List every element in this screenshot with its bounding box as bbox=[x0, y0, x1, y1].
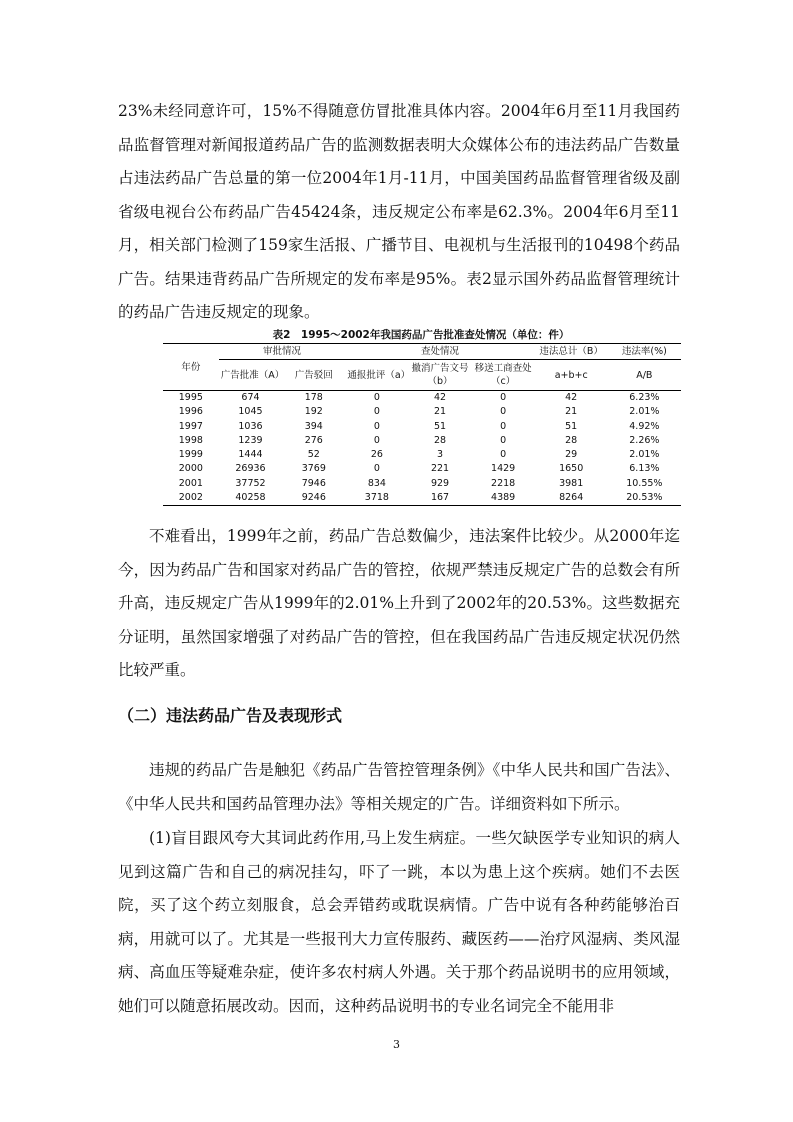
table-cell: 0 bbox=[500, 449, 507, 461]
table-cell: 0 bbox=[373, 406, 380, 418]
table-cell: 7946 bbox=[301, 477, 326, 489]
year-header: 年份 bbox=[163, 344, 219, 391]
table-cell: 1999 bbox=[178, 449, 203, 461]
table-cell: 21 bbox=[433, 406, 447, 418]
table-cell: 52 bbox=[307, 449, 320, 461]
table-cell: 6.23% bbox=[629, 392, 660, 403]
total-group-header: 违法总计（B） bbox=[535, 344, 608, 360]
table-cell: 51 bbox=[565, 420, 578, 432]
table-cell: 6.13% bbox=[629, 463, 660, 475]
table-cell: 20.53% bbox=[608, 491, 681, 506]
punish-group-header: 查处情况 bbox=[345, 344, 534, 360]
table-row bbox=[163, 420, 681, 434]
table-cell: 192 bbox=[304, 406, 323, 418]
table-cell: 0 bbox=[500, 420, 507, 432]
table-row bbox=[163, 434, 681, 448]
table-cell: 3718 bbox=[345, 491, 408, 506]
table-cell: 28 bbox=[565, 434, 578, 446]
table-row bbox=[163, 448, 681, 462]
table-cell: 37752 bbox=[235, 477, 266, 489]
table-cell: 51 bbox=[433, 420, 447, 432]
table-cell: 10.55% bbox=[626, 477, 663, 489]
table-cell: 2002 bbox=[163, 491, 219, 506]
table-cell: 1444 bbox=[238, 449, 263, 461]
table-cell: 42 bbox=[433, 392, 447, 403]
rejected-col-header: 广告驳回 bbox=[282, 360, 345, 391]
approved-col-header: 广告批准（A） bbox=[219, 360, 283, 391]
table-cell: 40258 bbox=[219, 491, 283, 506]
table-cell: 21 bbox=[565, 406, 578, 418]
table-cell: 276 bbox=[304, 434, 323, 446]
table-cell: 178 bbox=[304, 392, 323, 403]
table-cell: 2.01% bbox=[629, 406, 660, 418]
table-cell: 1650 bbox=[559, 463, 584, 475]
table-cell: 394 bbox=[304, 420, 323, 432]
table-cell: 0 bbox=[500, 406, 507, 418]
table-cell: 0 bbox=[373, 392, 380, 403]
approval-table bbox=[163, 343, 681, 506]
table-cell: 1036 bbox=[238, 420, 263, 432]
body-paragraph-4: (1)盲目跟风夸大其词此药作用,马上发生病症。一些欠缺医学专业知识的病人见到这篇广告和自己的病况挂勾，吓了一跳，本以为患上这个疾病。她们不去医院，买了这个药立刻服食，总会弄错药或耽误病情。广告中说有各种药能够治百病，用就可以了。尤其是一些报刊大力宣传服药、藏医药——治疗风湿病、类风湿病、高血压等疑难杂症，使许多农村病人外遇。关于那个药品说明书的应用领域，她们可以随意拓展改动。因而，这种药品说明书的专业名词完全不能用非 bbox=[118, 829, 680, 1015]
body-paragraph-2: 不难看出，1999年之前，药品广告总数偏少，违法案件比较少。从2000年迄今，因为药品广告和国家对药品广告的管控，依规严禁违反规定广告的总数会有所升高，违反规定广告从1999年的2.01%上升到了2002年的20.53%。这些数据充分证明，虽然国家增强了对药品广告的管控，但在我国药品广告违反规定状况仍然比较严重。 bbox=[118, 527, 680, 679]
table-cell: 26 bbox=[370, 449, 383, 461]
table-cell: 0 bbox=[500, 434, 507, 446]
table-row bbox=[163, 477, 681, 491]
table-cell: 28 bbox=[433, 434, 447, 446]
table-cell: 0 bbox=[373, 434, 380, 446]
table-cell: 8264 bbox=[535, 491, 608, 506]
table-row bbox=[163, 391, 681, 406]
table-cell: 2.01% bbox=[629, 449, 660, 461]
table-cell: 834 bbox=[367, 477, 386, 489]
table-cell: 2.26% bbox=[629, 434, 660, 446]
table-cell: 2001 bbox=[178, 477, 203, 489]
table-cell: 3769 bbox=[301, 463, 326, 475]
table-cell: 29 bbox=[565, 449, 578, 461]
table-cell: 1998 bbox=[178, 434, 203, 446]
table-cell: 221 bbox=[430, 463, 450, 475]
table-cell: 3981 bbox=[559, 477, 584, 489]
table-cell: 167 bbox=[408, 491, 471, 506]
table-cell: 2218 bbox=[491, 477, 516, 489]
table-cell: 1997 bbox=[178, 420, 203, 432]
table-cell: 1045 bbox=[238, 406, 263, 418]
sum-col-header: a+b+c bbox=[535, 360, 608, 391]
table-cell: 1429 bbox=[491, 463, 516, 475]
table-cell: 0 bbox=[500, 392, 507, 403]
table-cell: 1995 bbox=[178, 392, 203, 403]
table-cell: 26936 bbox=[235, 463, 266, 475]
table-cell: 674 bbox=[241, 392, 260, 403]
notice-col-header: 通报批评（a） bbox=[345, 360, 408, 391]
table-cell: 929 bbox=[430, 477, 450, 489]
table-cell: 1996 bbox=[178, 406, 203, 418]
table-row bbox=[163, 491, 681, 506]
review-group-header: 审批情况 bbox=[219, 344, 346, 360]
ratio-col-header: A/B bbox=[608, 360, 681, 391]
rate-group-header: 违法率(%) bbox=[608, 344, 681, 360]
table-cell: 0 bbox=[373, 463, 380, 475]
transfer-col-header: 移送工商查处（c） bbox=[472, 360, 535, 391]
table-cell: 4389 bbox=[472, 491, 535, 506]
table-cell: 0 bbox=[373, 420, 380, 432]
body-paragraph-3: 违规的药品广告是触犯《药品广告管控管理条例》《中华人民共和国广告法》、《中华人民共和国药品管理办法》等相关规定的广告。详细资料如下所示。 bbox=[118, 761, 680, 813]
table-cell: 3 bbox=[437, 449, 444, 461]
section-heading: （二）违法药品广告及表现形式 bbox=[118, 706, 343, 725]
table-row bbox=[163, 405, 681, 419]
table-row bbox=[163, 462, 681, 476]
body-paragraph-1: 23%未经同意许可，15%不得随意仿冒批准具体内容。2004年6月至11月我国药品监督管理对新闻报道药品广告的监测数据表明大众媒体公布的违法药品广告数量占违法药品广告总量的第一位2004年1月-11月，中国美国药品监督管理省级及副省级电视台公布药品广告45424条，违反规定公布率是62.3%。2004年6月至11月，相关部门检测了159家生活报、广播节目、电视机与生活报刊的10498个药品广告。结果违背药品广告所规定的发布率是95%。表2显示国外药品监督管理统计的药品广告违反规定的现象。 bbox=[118, 102, 680, 321]
table-cell: 42 bbox=[565, 392, 578, 403]
table-cell: 1239 bbox=[238, 434, 263, 446]
table-cell: 9246 bbox=[282, 491, 345, 506]
table-caption: 表2 1995～2002年我国药品广告批准查处情况（单位：件） bbox=[272, 329, 570, 341]
table-cell: 4.92% bbox=[629, 420, 660, 432]
page-number: 3 bbox=[393, 1038, 400, 1051]
table-cell: 2000 bbox=[178, 463, 203, 475]
revoke-col-header: 撤消广告文号（b） bbox=[408, 360, 471, 391]
